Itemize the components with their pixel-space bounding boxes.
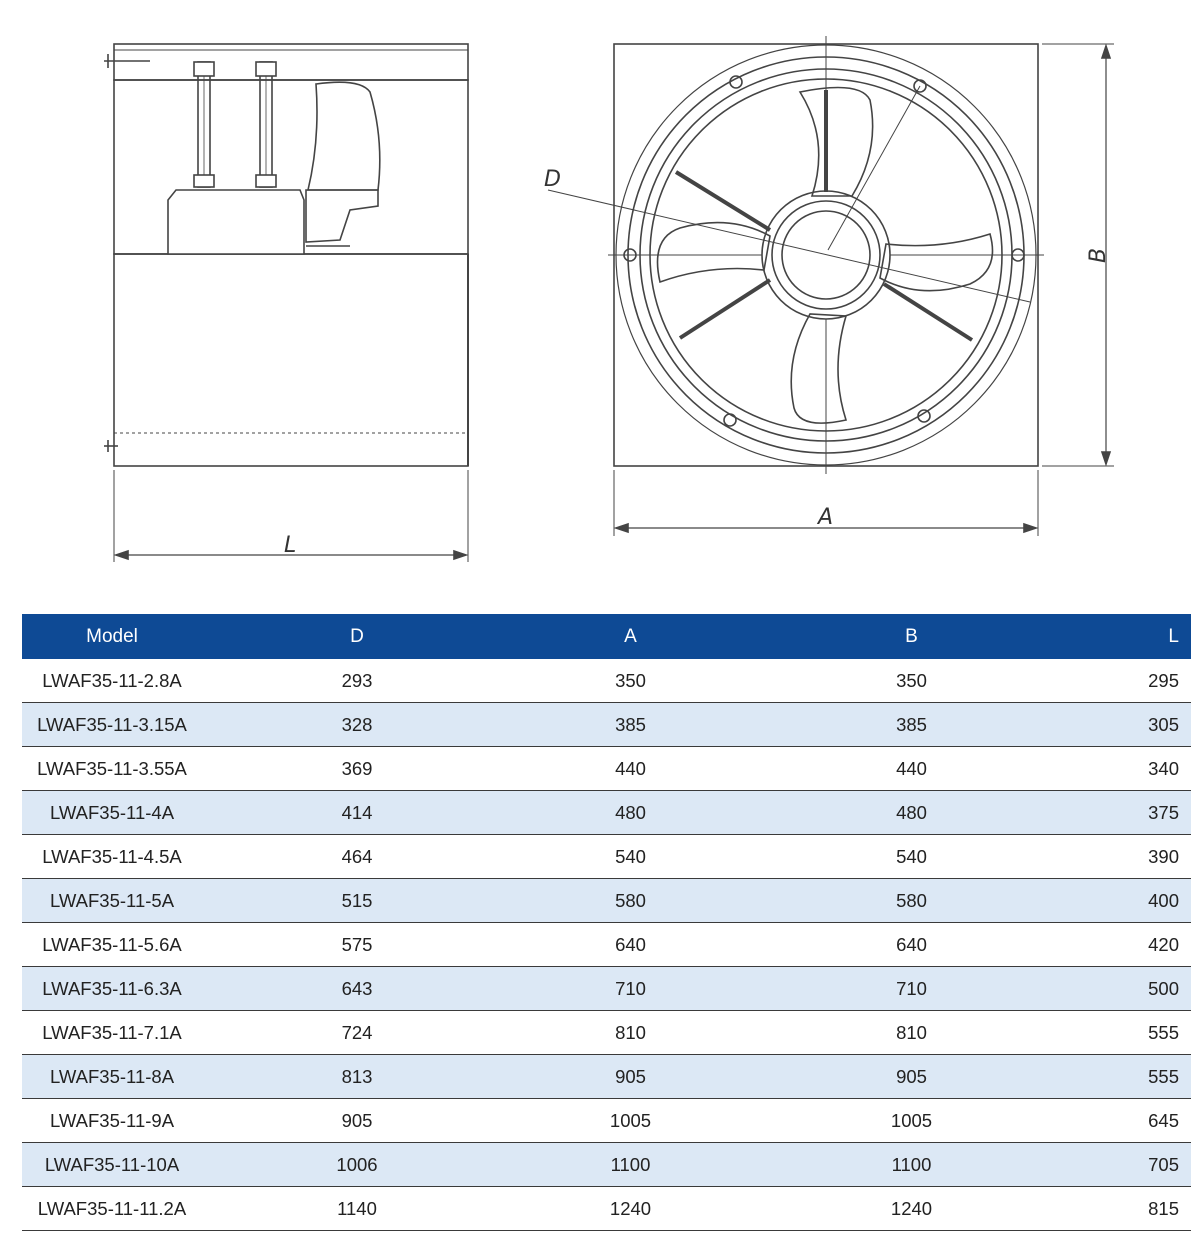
cell-model: LWAF35-11-10A [22, 1143, 202, 1187]
cell-l: 705 [1074, 1143, 1191, 1187]
cell-d: 464 [202, 835, 512, 879]
cell-model: LWAF35-11-5.6A [22, 923, 202, 967]
cell-model: LWAF35-11-5A [22, 879, 202, 923]
cell-model: LWAF35-11-2.8A [22, 659, 202, 703]
table-row [22, 967, 1191, 1011]
cell-model: LWAF35-11-7.1A [22, 1011, 202, 1055]
cell-d: 643 [202, 967, 512, 1011]
cell-a: 1005 [512, 1099, 749, 1143]
table-row [22, 923, 1191, 967]
cell-d: 328 [202, 703, 512, 747]
cell-b: 350 [749, 659, 1074, 703]
cell-l: 400 [1074, 879, 1191, 923]
cell-b: 540 [749, 835, 1074, 879]
cell-model: LWAF35-11-3.55A [22, 747, 202, 791]
cell-l: 645 [1074, 1099, 1191, 1143]
cell-d: 905 [202, 1099, 512, 1143]
cell-l: 555 [1074, 1055, 1191, 1099]
cell-l: 555 [1074, 1011, 1191, 1055]
cell-b: 710 [749, 967, 1074, 1011]
cell-model: LWAF35-11-3.15A [22, 703, 202, 747]
table-row [22, 659, 1191, 703]
table-row [22, 791, 1191, 835]
cell-l: 420 [1074, 923, 1191, 967]
cell-d: 369 [202, 747, 512, 791]
table-row [22, 747, 1191, 791]
cell-d: 1140 [202, 1187, 512, 1231]
specification-table [22, 614, 1191, 1231]
cell-l: 305 [1074, 703, 1191, 747]
cell-a: 540 [512, 835, 749, 879]
header-b: B [749, 614, 1074, 659]
cell-l: 500 [1074, 967, 1191, 1011]
cell-a: 640 [512, 923, 749, 967]
cell-b: 640 [749, 923, 1074, 967]
cell-l: 390 [1074, 835, 1191, 879]
cell-model: LWAF35-11-9A [22, 1099, 202, 1143]
cell-b: 1240 [749, 1187, 1074, 1231]
cell-model: LWAF35-11-8A [22, 1055, 202, 1099]
table-row [22, 1011, 1191, 1055]
cell-l: 295 [1074, 659, 1191, 703]
table-row [22, 835, 1191, 879]
table-row [22, 1055, 1191, 1099]
cell-model: LWAF35-11-4A [22, 791, 202, 835]
table-row [22, 879, 1191, 923]
cell-a: 1240 [512, 1187, 749, 1231]
cell-b: 580 [749, 879, 1074, 923]
cell-a: 710 [512, 967, 749, 1011]
cell-d: 813 [202, 1055, 512, 1099]
cell-b: 810 [749, 1011, 1074, 1055]
cell-a: 810 [512, 1011, 749, 1055]
cell-l: 375 [1074, 791, 1191, 835]
cell-a: 440 [512, 747, 749, 791]
cell-d: 724 [202, 1011, 512, 1055]
cell-a: 905 [512, 1055, 749, 1099]
cell-b: 905 [749, 1055, 1074, 1099]
header-model: Model [22, 614, 202, 659]
dimension-label-b: B [1086, 247, 1111, 263]
cell-d: 575 [202, 923, 512, 967]
header-l: L [1074, 614, 1191, 659]
front-view-drawing [0, 0, 1200, 600]
cell-l: 340 [1074, 747, 1191, 791]
cell-d: 515 [202, 879, 512, 923]
cell-b: 1100 [749, 1143, 1074, 1187]
cell-a: 350 [512, 659, 749, 703]
cell-b: 440 [749, 747, 1074, 791]
cell-a: 385 [512, 703, 749, 747]
table-row [22, 1099, 1191, 1143]
cell-a: 1100 [512, 1143, 749, 1187]
header-d: D [202, 614, 512, 659]
cell-model: LWAF35-11-4.5A [22, 835, 202, 879]
cell-d: 414 [202, 791, 512, 835]
cell-d: 293 [202, 659, 512, 703]
dimension-label-l: L [284, 533, 297, 558]
dimension-label-a: A [818, 505, 834, 530]
cell-model: LWAF35-11-6.3A [22, 967, 202, 1011]
cell-model: LWAF35-11-11.2A [22, 1187, 202, 1231]
cell-b: 385 [749, 703, 1074, 747]
cell-a: 580 [512, 879, 749, 923]
table-header-row [22, 614, 1191, 659]
cell-d: 1006 [202, 1143, 512, 1187]
dimension-label-d: D [544, 167, 561, 192]
cell-b: 480 [749, 791, 1074, 835]
cell-a: 480 [512, 791, 749, 835]
cell-b: 1005 [749, 1099, 1074, 1143]
table-row [22, 1143, 1191, 1187]
table-row [22, 1187, 1191, 1231]
header-a: A [512, 614, 749, 659]
table-row [22, 703, 1191, 747]
cell-l: 815 [1074, 1187, 1191, 1231]
technical-drawings [0, 0, 1200, 600]
table-body [22, 659, 1191, 1231]
